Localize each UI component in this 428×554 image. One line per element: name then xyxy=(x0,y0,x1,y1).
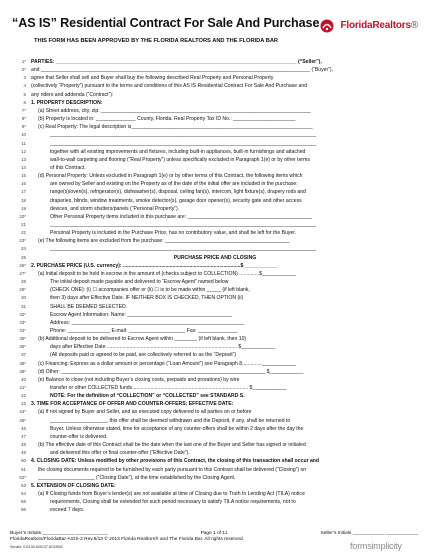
line-text[interactable]: days after Effective Date ............................................................................................ $____________ xyxy=(50,344,276,351)
line-number: 9* xyxy=(21,124,26,130)
contract-line xyxy=(14,107,416,115)
contract-line xyxy=(14,351,416,359)
line-number: 34* xyxy=(19,327,26,333)
line-text[interactable]: 2. PURCHASE PRICE (U.S. currency): ...................................................................................$____________ xyxy=(31,262,278,269)
line-text: 1. PROPERTY DESCRIPTION: xyxy=(31,99,103,106)
contract-line xyxy=(14,449,416,457)
contract-line xyxy=(14,417,416,425)
contract-line xyxy=(14,286,416,294)
line-text: (e) Balance to close (not including Buyer’s closing costs, prepaids and prorations) by wire xyxy=(38,376,240,383)
contract-line xyxy=(14,140,416,148)
florida-realtors-logo xyxy=(320,17,418,31)
contract-line xyxy=(14,294,416,302)
contract-line xyxy=(14,343,416,351)
line-text: (All deposits paid or agreed to be paid, are collectively referred to as the “Deposit”) xyxy=(50,352,237,359)
contract-line xyxy=(14,148,416,156)
line-text: counter-offer is delivered. xyxy=(50,433,108,440)
contract-line xyxy=(14,91,416,99)
line-number: 42 xyxy=(21,393,26,399)
contract-line xyxy=(14,99,416,107)
line-number: 49 xyxy=(21,450,26,456)
document-subtitle: THIS FORM HAS BEEN APPROVED BY THE FLORIDA REALTORS AND THE FLORIDA BAR xyxy=(34,38,279,44)
contract-line xyxy=(14,278,416,286)
line-number: 18 xyxy=(21,197,26,203)
contract-line xyxy=(14,123,416,131)
contract-line xyxy=(14,172,416,180)
line-number: 19 xyxy=(21,205,26,211)
line-number: 33* xyxy=(19,319,26,325)
contract-line xyxy=(14,400,416,408)
line-number: 36* xyxy=(19,344,26,350)
contract-line xyxy=(14,254,416,262)
line-text: Buyer. Unless otherwise stated, time for acceptance of any counter-offers shall be within 2 days after the day the xyxy=(50,425,304,432)
serial-number: Serial#: 011136-600137-8243592 xyxy=(10,545,64,549)
line-number: 41* xyxy=(19,385,26,390)
logo-registered-mark: ® xyxy=(410,20,418,32)
document-title: “AS IS” Residential Contract For Sale And Purchase xyxy=(12,16,320,30)
line-text: then 3) days after Effective Date. IF NEITHER BOX IS CHECKED, THEN OPTION (ii) xyxy=(50,295,244,302)
contract-line xyxy=(14,270,416,278)
line-number: 54 xyxy=(21,490,26,496)
line-text: (b) The effective date of this Contract shall be the date when the last one of the Buyer and Seller has signed or initialed xyxy=(38,442,306,449)
line-text[interactable]: PARTIES: _____________________________________________________________________________________ (“Seller”), xyxy=(31,59,322,65)
contract-line xyxy=(14,205,416,213)
contract-line xyxy=(14,213,416,221)
line-text: and delivered this offer or final counter-offer (“Effective Date”). xyxy=(50,450,190,457)
line-number: 53 xyxy=(21,482,26,488)
line-text: 3. TIME FOR ACCEPTANCE OF OFFER AND COUNTER-OFFERS; EFFECTIVE DATE: xyxy=(31,401,234,408)
line-number: 25 xyxy=(21,254,26,260)
contract-line xyxy=(14,229,416,237)
contract-line xyxy=(14,188,416,196)
line-number: 5 xyxy=(23,91,26,97)
line-number: 14 xyxy=(21,164,26,170)
contract-line xyxy=(14,425,416,433)
line-number: 16 xyxy=(21,181,26,187)
line-text: (d) Personal Property: Unless excluded in Paragraph 1(e) or by other terms of this Contract, the following items which xyxy=(38,173,303,180)
logo-text: FloridaRealtors xyxy=(340,20,411,32)
contract-line xyxy=(14,221,416,229)
contract-line xyxy=(14,164,416,172)
line-number: 47 xyxy=(21,433,26,439)
logo-wordmark xyxy=(340,20,418,31)
contract-line xyxy=(14,131,416,139)
line-number: 29* xyxy=(19,287,26,293)
line-text: devices, and storm shutters/panels (“Personal Property”). xyxy=(50,205,180,212)
line-number: 3 xyxy=(23,75,26,81)
line-text: (collectively “Property”) pursuant to the terms and conditions of this AS IS Residential Contract For Sale And Purchase and xyxy=(31,83,308,90)
line-number: 56 xyxy=(21,507,26,513)
line-number: 17 xyxy=(21,189,26,195)
line-text: 5. EXTENSION OF CLOSING DATE: xyxy=(31,482,116,489)
line-text[interactable]: ______________________________________________________________________________________________ xyxy=(50,222,317,228)
line-number: 55 xyxy=(21,499,26,505)
contract-line xyxy=(14,237,416,245)
contract-line xyxy=(14,384,416,392)
contract-line xyxy=(14,474,416,482)
line-number: 35* xyxy=(19,336,26,342)
seller-initials-field[interactable]: Seller’s Initials ____________ ____________ xyxy=(320,531,418,536)
line-number: 28 xyxy=(21,279,26,285)
contract-line xyxy=(14,245,416,253)
line-text[interactable]: ____________________ (“Closing Date”), at the time established by the Closing Agent. xyxy=(38,474,236,481)
contract-line xyxy=(14,360,416,368)
contract-line xyxy=(14,197,416,205)
page-number: Page 1 of 11 xyxy=(200,531,228,536)
contract-line xyxy=(14,466,416,474)
line-number: 44* xyxy=(19,409,26,415)
line-text: are owned by Seller and existing on the Property as of the date of the initial offer are included in the purchase: xyxy=(50,181,298,188)
contract-line xyxy=(14,392,416,400)
line-text[interactable]: Other Personal Property items included in this purchase are: ____________________________________________ xyxy=(50,213,313,220)
line-text[interactable]: (a) Initial deposit to be held in escrow in the amount of (checks subject to COLLECTION) ..............$____________ xyxy=(38,270,296,277)
line-text: draperies, blinds, window treatments, smoke detector(s), garage door opener(s), security gate and other access xyxy=(50,197,302,204)
line-number: 40 xyxy=(21,376,26,382)
line-number: 39* xyxy=(19,368,26,374)
line-text: SHALL BE DEEMED SELECTED. xyxy=(50,303,128,310)
contract-line xyxy=(14,303,416,311)
line-number: 43 xyxy=(21,401,26,407)
contract-line xyxy=(14,311,416,319)
line-number: 38* xyxy=(19,360,26,366)
line-text: The initial deposit made payable and delivered to “Escrow Agent” named below xyxy=(50,279,229,286)
line-number: 7* xyxy=(21,107,26,113)
line-text[interactable]: Phone: _______________ E-mail: ____________________ Fax: ______________ xyxy=(50,327,238,334)
line-number: 21 xyxy=(21,222,26,227)
contract-line xyxy=(14,115,416,123)
contract-line xyxy=(14,408,416,416)
line-text[interactable]: (a) Street address, city, zip: __________________________________________________________________________ xyxy=(38,107,311,114)
contract-line xyxy=(14,335,416,343)
line-text: the closing documents required to be furnished by each party pursuant to this Contract shall be delivered (“Closing”) on xyxy=(38,466,307,473)
contract-line xyxy=(14,368,416,376)
line-number: 8* xyxy=(21,116,26,122)
line-text[interactable]: ______________________________________________________________________________________________ xyxy=(50,140,317,147)
contract-line xyxy=(14,156,416,164)
contract-line xyxy=(14,262,416,270)
formsimplicity-brand: formsimplicity xyxy=(350,541,402,551)
line-number: 1* xyxy=(21,59,26,64)
contract-line xyxy=(14,180,416,188)
line-number: 2* xyxy=(21,67,26,73)
line-text: range(s)/oven(s), refrigerator(s), dishwasher(s), disposal, ceiling fan(s), intercom, light fixture(s), drapery rods and xyxy=(50,189,306,196)
line-text: (a) If Closing funds from Buyer’s lender(s) are not available at time of Closing due to Truth In Lending Act (TILA) notice xyxy=(38,490,305,497)
line-number: 15 xyxy=(21,173,26,179)
line-text[interactable]: (b) Property is located in: ______________ County, Florida. Real Property Tax ID No.: ______________________ xyxy=(38,116,296,123)
line-text[interactable]: (CHECK ONE): (i) ☐ accompanies offer or (ii) ☐ is to be made within _____ (if left blank, xyxy=(50,287,250,294)
line-number: 11 xyxy=(21,140,26,146)
line-text[interactable]: (c) Financing: Express as a dollar amount or percentage (“Loan Amount”) see Paragraph 8..............____________ xyxy=(38,360,296,367)
line-number: 22 xyxy=(21,230,26,236)
form-identifier: FloridaRealtors/FloridaBar-ASIS-2 Rev.8/13 © 2013 Florida Realtors® and The Florida Bar. All rights reserved. xyxy=(10,537,245,542)
line-text: agree that Seller shall sell and Buyer shall buy the following described Real Property and Personal Property xyxy=(31,75,274,82)
contract-line xyxy=(14,433,416,441)
contract-line xyxy=(14,490,416,498)
contract-line xyxy=(14,74,416,82)
line-text: requirements, Closing shall be extended for such period necessary to satisfy TILA notice requirements, not to xyxy=(50,499,296,506)
line-number: 48 xyxy=(21,442,26,448)
line-text: wall-to-wall carpeting and flooring (“Real Property”) unless specifically excluded in Paragraph 1(e) or by other terms xyxy=(50,156,310,163)
buyer-initials-field[interactable]: Buyer’s Initials ____________ ____________ xyxy=(10,531,108,536)
line-text[interactable]: (b) Additional deposit to be delivered to Escrow Agent within ________ (if left blank, then 10) xyxy=(38,336,247,343)
line-text[interactable]: ______________________________________________________________________________________________ xyxy=(50,246,317,253)
line-text[interactable]: Escrow Agent Information: Name: _____________________________________ xyxy=(50,311,233,318)
contract-line xyxy=(14,319,416,327)
line-text[interactable]: ______________________________________________________________________________________________ xyxy=(50,132,317,139)
line-text[interactable]: Address: _____________________________________________________________ xyxy=(50,319,245,326)
line-text: any riders and addenda (“Contract”): xyxy=(31,91,114,98)
line-number: 6 xyxy=(23,99,26,105)
contract-line xyxy=(14,58,416,66)
line-number: 23* xyxy=(19,238,26,244)
line-number: 37 xyxy=(21,352,26,358)
line-text[interactable]: ____________________, this offer shall be deemed withdrawn and the Deposit, if any, shall be returned to xyxy=(50,417,291,424)
line-text: exceed 7 days. xyxy=(50,507,85,514)
line-number: 12 xyxy=(21,148,26,154)
line-number: 20* xyxy=(19,213,26,219)
line-number: 24 xyxy=(21,246,26,252)
line-number: 13 xyxy=(21,156,26,162)
contract-line xyxy=(14,82,416,90)
line-text: NOTE: For the definition of “COLLECTION” or “COLLECTED” see STANDARD S. xyxy=(50,393,245,400)
line-number: 31 xyxy=(21,303,26,309)
contract-line xyxy=(14,457,416,465)
florida-realtors-logo-icon xyxy=(320,19,334,33)
line-number: 52* xyxy=(19,474,26,480)
line-text[interactable]: and _______________________________________________________________________________________________ (“Buyer”), xyxy=(31,67,333,74)
line-number: 50 xyxy=(21,458,26,464)
line-number: 4 xyxy=(23,83,26,89)
line-number: 32* xyxy=(19,311,26,317)
line-number: 26* xyxy=(19,262,26,268)
line-text: 4. CLOSING DATE: Unless modified by other provisions of this Contract, the closing of this transaction shall occur and xyxy=(31,458,320,465)
line-number: 51 xyxy=(21,466,26,472)
line-text[interactable]: (d) Other: ________________________________________________________________________ $____________ xyxy=(38,368,304,375)
contract-line xyxy=(14,441,416,449)
line-number: 46 xyxy=(21,425,26,431)
line-text[interactable]: (c) Real Property: The legal description is________________________________________________________________ xyxy=(38,124,313,131)
line-text: PURCHASE PRICE AND CLOSING xyxy=(173,254,257,261)
contract-line xyxy=(14,506,416,514)
line-text: together with all existing improvements and fixtures, including built-in appliances, built-in furnishings and attached xyxy=(50,148,306,155)
contract-line xyxy=(14,498,416,506)
contract-line xyxy=(14,376,416,384)
line-text: of this Contract. xyxy=(50,164,86,171)
line-number: 27* xyxy=(19,270,26,276)
line-text: Personal Property is included in the Purchase Price, has no contributory value, and shall be left for the Buyer. xyxy=(50,230,297,237)
line-number: 10 xyxy=(21,132,26,138)
contract-line xyxy=(14,482,416,490)
contract-line xyxy=(14,327,416,335)
line-text[interactable]: transfer or other COLLECTED funds.................................................................................. $____________ xyxy=(50,385,287,391)
line-text[interactable]: (e) The following items are excluded from the purchase: ____________________________________________ xyxy=(38,238,290,245)
contract-line xyxy=(14,66,416,74)
line-text: (a) If not signed by Buyer and Seller, and an executed copy delivered to all parties on or before xyxy=(38,409,252,416)
line-number: 45* xyxy=(19,417,26,423)
line-number: 30 xyxy=(21,295,26,301)
